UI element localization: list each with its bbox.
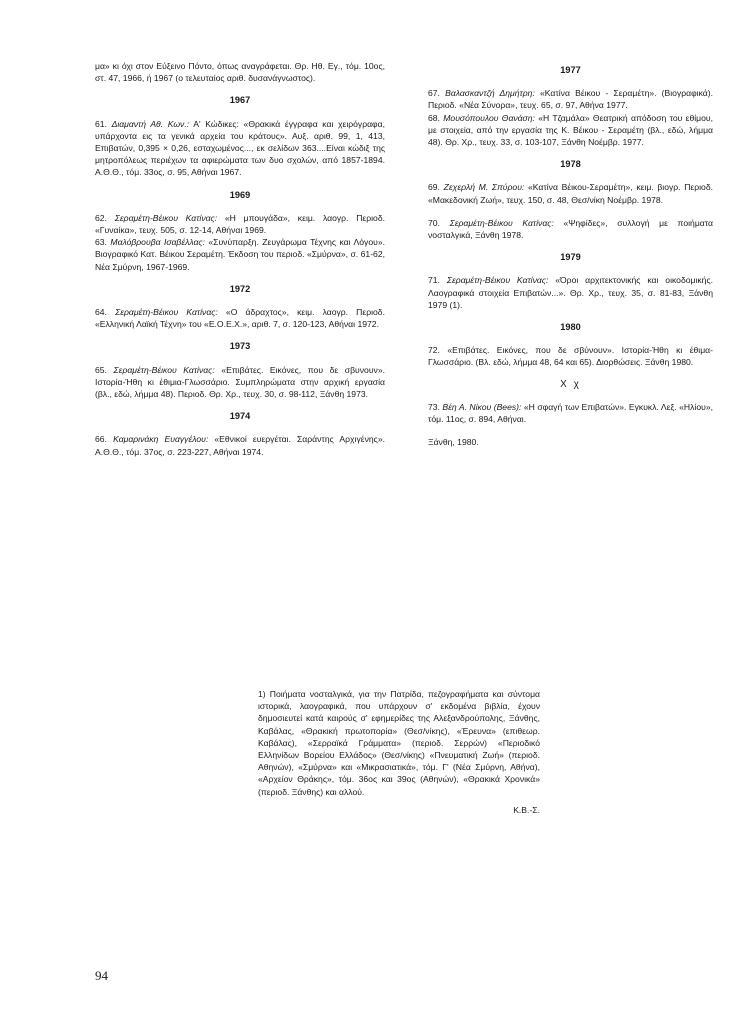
entry-text: «Όροι αρχιτεκτονικής και οικοδομικής. Λαογραφικά στοιχεία Επιβατών...». Θρ. Χρ., τευχ. 35, σ. 81-83, Ξάνθη 1979 (1). xyxy=(428,275,713,310)
entry-text: «Η Τζαμάλα» Θεατρική απόδοση του εθίμου, με στοιχεία, από την εργασία της Κ. Βέικου - Σεραμέτη (βλ., εδώ, λήμμα 48). Θρ. Χρ., τευχ. 33, σ. 103-107, Ξάνθη Νοέμβρ. 1977. xyxy=(428,112,713,148)
entry-text: «Η μπουγάδα», κειμ. λαογρ. Περιοδ. «Γυναίκα», τευχ. 505, σ. 12-14, Αθήναι 1969. xyxy=(95,212,385,236)
entry-text: «Ο άδραχτος», κειμ. λαογρ. Περιοδ. «Ελληνική Λαϊκή Τέχνη» του «Ε.Ο.Ε.Χ.», αριθ. 7, σ. 120-123, Αθήναι 1972. xyxy=(95,307,385,330)
year-heading-1978: 1978 xyxy=(560,159,581,170)
entry-73 xyxy=(428,401,713,425)
entry-64 xyxy=(95,306,385,330)
entry-author: Διαμαντή Αθ. Κων.: xyxy=(111,118,190,129)
entry-text: «Επιβάτες. Εικόνες, που δε σβυνουν». Ιστορία-Ήθη κι έθιμια-Γλωσσάριο. Συμπληρώματα στην αρχική εργασία (βλ., εδώ, λήμμα 48). Περιοδ. Θρ. Χρ., τευχ. 30, σ. 98-112, Ξάνθη 1973. xyxy=(95,364,385,400)
entry-62 xyxy=(95,212,385,236)
year-heading-1977: 1977 xyxy=(560,65,581,75)
entry-text: «Ψηφίδες», συλλογή με ποιήματα νοσταλγικά, Ξάνθη 1978. xyxy=(428,217,713,241)
entry-author: Σεραμέτη-Βέικου Κατίνας: xyxy=(114,212,218,223)
entry-number: 68. xyxy=(428,112,444,123)
entry-text: «Εθνικοί ευεργέται. Σαράντης Αρχιγένης». Α.Θ.Θ., τόμ. 37ος, σ. 223-227, Αθήναι 1974. xyxy=(95,434,385,457)
footnote xyxy=(258,688,540,816)
entry-author: Βαλασκαντζή Δημήτρη: xyxy=(445,88,535,99)
footnote-text: 1) Ποιήματα νοσταλγικά, για την Πατρίδα, πεζογραφήματα και σύντομα ιστορικά, λαογραφικά, που υπάρχουν σ' εκδομένα βιβλία, έχουν δημοσιευτεί κατά καιρούς σ' εφημερίδες της Αλεξανδρούπολης, Ξάνθης, Καβάλας, «Θρακική πρωτοπορία» (Θεσ/νίκης), «Έρευνα» (επιθεωρ. Καβάλας), «Σερραϊκά Γράμματα» (περιοδ. Σερρών) «Περιοδικό Ελληνίδων Βορείου Ελλάδος» (Θεσ/νίκης) «Πνευματική Ζωή» (περιοδ. Αθηνών), «Σμύρνα» και «Μικρασιατικά», τόμ. Γ' (Νέα Σμύρνη, Αθήνα), «Αρχείον Θράκης», τόμ. 36ος και 39ος (Αθηνών), «Θρακικά Χρονικά» (περιοδ. Ξάνθης) και αλλού. xyxy=(258,689,540,797)
year-heading-1973: 1973 xyxy=(229,341,251,352)
entry-number: 61. xyxy=(95,118,112,129)
entry-number: 69. xyxy=(428,182,444,193)
year-heading-1980: 1980 xyxy=(560,322,581,333)
entry-70 xyxy=(428,217,713,241)
entry-author: Μαλόβρουβα Ισαβέλλας: xyxy=(110,237,205,248)
entry-67 xyxy=(428,87,713,111)
entry-69 xyxy=(428,181,713,205)
entry-number: 64. xyxy=(95,307,116,318)
section-separator: Χ χ xyxy=(560,378,581,390)
entry-author: Καμαρινάκη Ευαγγέλου: xyxy=(113,434,209,445)
page-number: 94 xyxy=(95,968,108,983)
entry-text: «Κατίνα Βέικου - Σεραμέτη». (Βιογραφικά). Περιοδ. «Νέα Σύνορα», τευχ. 65, σ. 97, Αθήνα 1977. xyxy=(428,88,713,111)
entry-68 xyxy=(428,112,713,149)
entry-72: 72. «Επιβάτες. Εικόνες, που δε σβύνουν». Ιστορία-Ήθη κι έθιμα-Γλωσσάριο. (Βλ. εδώ, λήμμα 48, 64 και 65). Διορθώσεις. Ξάνθη 1980. xyxy=(428,345,713,368)
year-heading-1967: 1967 xyxy=(229,95,251,106)
entry-text: «Κατίνα Βέικου-Σεραμέτη», κειμ. βιογρ. Περιοδ. «Μακεδονική Ζωή», τευχ. 150, σ. 48, Θεσ/νίκη Νοέμβρ. 1978. xyxy=(428,182,714,205)
year-heading-1979: 1979 xyxy=(560,252,581,263)
entry-author: Σεραμέτη-Βέικου Κατίνας: xyxy=(446,275,549,286)
year-heading-1972: 1972 xyxy=(229,283,251,294)
entry-61 xyxy=(95,118,385,179)
entry-author: Ζεχερλή Μ. Σπύρου: xyxy=(443,182,525,193)
entry-author: Σεραμέτη-Βέικου Κατίνας: xyxy=(113,364,215,375)
entry-text: «Η σφαγή των Επιβατών». Εγκυκλ. Λεξ. «Ηλίου», τόμ. 11ος, σ. 894, Αθήναι. xyxy=(428,401,713,425)
left-column xyxy=(95,60,385,458)
entry-number: 66. xyxy=(95,434,114,445)
signature-initials: Κ.Β.-Σ. xyxy=(513,804,540,815)
entry-63 xyxy=(95,236,385,273)
entry-number: 63. xyxy=(95,237,111,248)
entry-number: 71. xyxy=(428,275,447,286)
entry-number: 73. xyxy=(428,401,443,412)
entry-66 xyxy=(95,433,385,457)
entry-number: 65. xyxy=(95,364,114,375)
entry-author: Μουσόπουλου Θανάση: xyxy=(443,112,535,123)
entry-number: 62. xyxy=(95,212,115,223)
entry-author: Σεραμέτη-Βέικου Κατίνας: xyxy=(115,307,218,318)
entry-author: Σεραμέτη-Βέικου Κατίνας: xyxy=(449,217,554,228)
entry-number: 67. xyxy=(428,88,446,99)
entry-text: Α' Κώδικες: «Θρακικά έγγραφα και χειρόγραφα, υπάρχοντα εις τα γενικά αρχεία του κράτους». Αυξ. αριθ. 99, 1, 413, Επιβατών, 0,395 × 0,26, εσταχωμένος..., εκ σελίδων 363....Είναι κώδιξ της μητροπόλεως περιέχων τα αφιερώματα των δυο σχολών, από 1857-1894. Α.Θ.Θ., τόμ. 33ος, σ. 95, Αθήναι 1967. xyxy=(95,118,385,178)
entry-number: 70. xyxy=(428,217,450,228)
entry-text: «Συνύπαρξη. Ζευγάρωμα Τέχνης και Λόγου». Βιογραφικό Κατ. Βέικου Σεραμέτη. Έκδοση του περιοδ. «Σμύρνα», σ. 61-62, Νέα Σμύρνη, 1967-1969. xyxy=(95,237,385,272)
year-heading-1969: 1969 xyxy=(229,189,251,200)
year-heading-1974: 1974 xyxy=(229,411,251,422)
entry-71 xyxy=(428,274,713,311)
right-column xyxy=(428,60,713,448)
entry-65 xyxy=(95,364,385,401)
place-date: Ξάνθη, 1980. xyxy=(428,437,479,448)
entry-author: Βέη Α. Νίκου (Bees): xyxy=(442,401,522,412)
intro-continuation: μα» κι όχι στον Εύξεινο Πόντο, όπως αναγράφεται. Θρ. Ηθ. Εγ., τόμ. 10ος, στ. 47, 1966, ή 1967 (ο τελευταίος αριθ. δυσανάγνωστος). xyxy=(95,61,385,84)
